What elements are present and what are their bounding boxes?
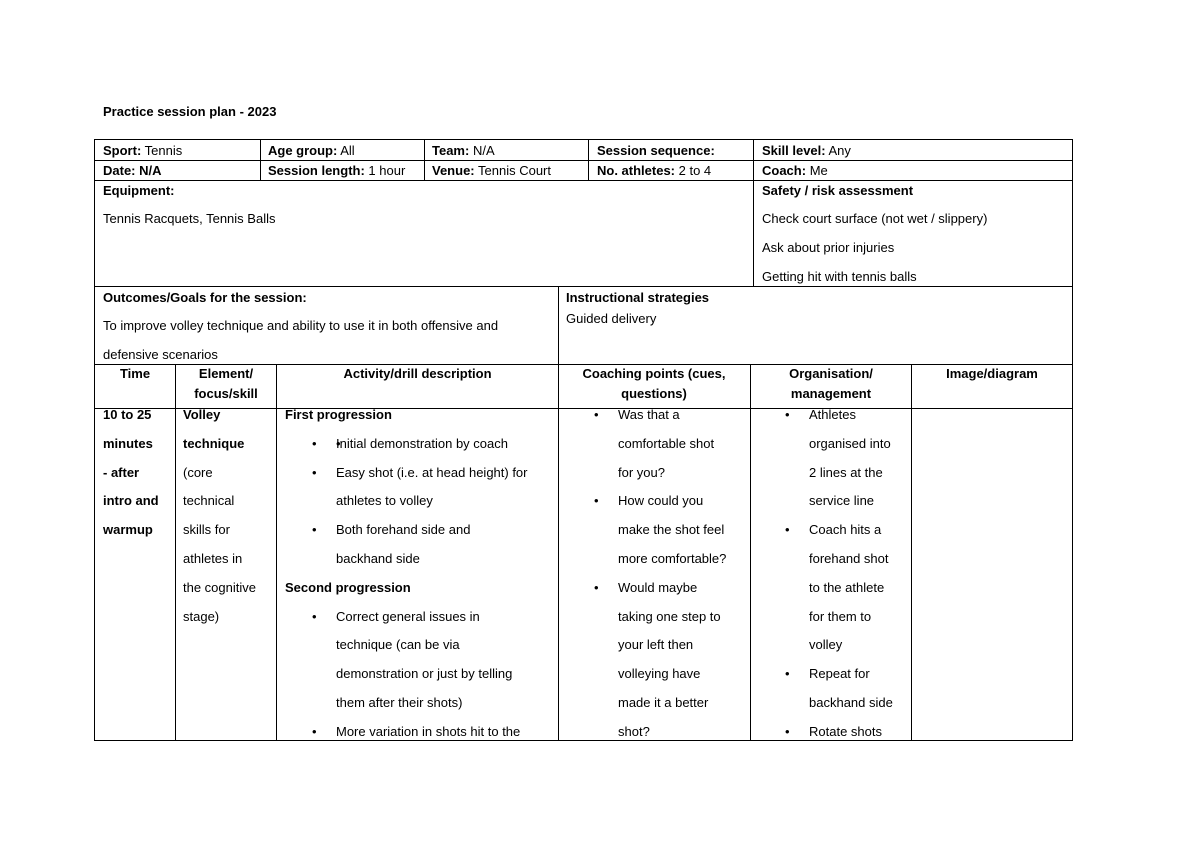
strategies-text: Guided delivery (566, 311, 657, 326)
col-divider (588, 140, 589, 180)
bullet-icon: • (785, 522, 790, 538)
athletes-cell (597, 161, 711, 180)
activity-line: technique (can be via (336, 637, 460, 653)
time-cell (103, 401, 159, 545)
activity-line: them after their shots) (336, 694, 463, 710)
coaching-text: Was that a (618, 407, 680, 422)
coaching-line: your left then (618, 637, 694, 653)
organisation-text: Athletes (809, 407, 856, 422)
element-line: athletes in (183, 550, 243, 566)
bullet-icon: • (312, 464, 317, 480)
session-sequence-cell (597, 141, 715, 160)
activity-bullet (285, 516, 528, 545)
outcomes-label: Outcomes/Goals for the session: (103, 290, 307, 305)
safety-item: Ask about prior injuries (762, 240, 895, 255)
col-divider (750, 364, 751, 740)
organisation-text: Rotate shots (809, 723, 882, 739)
session-length-label: Session length: (268, 163, 365, 178)
bullet-icon: • • (312, 435, 317, 451)
team-label: Team: (432, 143, 470, 158)
bullet-icon: • (785, 407, 790, 422)
bullet-icon: • (785, 723, 790, 739)
athletes-value: 2 to 4 (678, 163, 712, 178)
coaching-line: comfortable shot (618, 435, 715, 451)
age-group-label: Age group: (268, 143, 338, 158)
outcomes-line: defensive scenarios (103, 347, 218, 362)
coaching-line: made it a better (618, 694, 709, 710)
date-cell (103, 161, 162, 180)
date-label: Date: (103, 163, 136, 178)
session-length-value: 1 hour (368, 163, 406, 178)
organisation-line: backhand side (809, 694, 893, 710)
organisation-text: Coach hits a (809, 522, 882, 538)
activity-text: Initial demonstration by coach (336, 435, 508, 451)
bullet-icon: • (785, 666, 790, 682)
bullet-icon: • (594, 493, 599, 509)
bullet-icon: • (594, 407, 599, 422)
organisation-cell (785, 401, 893, 747)
col-divider (753, 140, 754, 286)
coaching-line: taking one step to (618, 608, 721, 624)
element-line: technique (183, 435, 245, 451)
time-line: - after (103, 464, 140, 480)
session-plan-table (94, 139, 1073, 741)
col-divider (558, 286, 559, 364)
col-divider (175, 364, 176, 740)
team-value: N/A (472, 143, 495, 158)
organisation-line: organised into (809, 435, 891, 451)
activity-bullet (285, 603, 528, 632)
element-line: stage) (183, 608, 220, 624)
organisation-bullet (785, 718, 893, 747)
element-line: Volley (183, 407, 221, 422)
coach-label: Coach: (762, 163, 807, 178)
image-diagram-cell (912, 409, 1072, 740)
bullet-icon: • (312, 608, 317, 624)
element-line: skills for (183, 522, 230, 538)
header-coaching: Coaching points (cues, questions) (582, 366, 726, 401)
safety-item: Getting hit with tennis balls (762, 269, 917, 284)
activity-line: demonstration or just by telling (336, 666, 513, 682)
bullet-icon: • (312, 522, 317, 538)
activity-text: Both forehand side and (336, 522, 471, 538)
coaching-text: Would maybe (618, 579, 698, 595)
safety-item: Check court surface (not wet / slippery) (762, 211, 988, 226)
coaching-bullet (594, 574, 726, 603)
age-group-cell (268, 141, 355, 160)
session-sequence-label: Session sequence: (597, 143, 715, 158)
organisation-line: for them to (809, 608, 872, 624)
organisation-line: 2 lines at the (809, 464, 883, 480)
first-progression-heading: First progression (285, 407, 392, 422)
skill-level-label: Skill level: (762, 143, 826, 158)
row-divider (95, 286, 1072, 287)
coaching-cell (594, 401, 726, 747)
row-divider (95, 160, 1072, 161)
organisation-bullet (785, 660, 893, 689)
organisation-bullet (785, 401, 893, 430)
activity-text: Correct general issues in (336, 608, 480, 624)
safety-label: Safety / risk assessment (762, 183, 914, 198)
sport-cell (103, 141, 182, 160)
row-divider (95, 180, 1072, 181)
venue-cell (432, 161, 551, 180)
activity-text: Easy shot (i.e. at head height) for (336, 464, 528, 480)
activity-line: backhand side (336, 550, 420, 566)
header-image: Image/diagram (946, 366, 1038, 381)
header-time: Time (119, 366, 151, 381)
element-cell (183, 401, 256, 631)
skill-level-cell (762, 141, 851, 160)
coach-cell (762, 161, 828, 180)
col-divider (260, 140, 261, 180)
time-line: warmup (103, 522, 153, 538)
time-line: intro and (103, 493, 159, 509)
second-progression-heading: Second progression (285, 579, 411, 595)
team-cell (432, 141, 495, 160)
element-line: technical (183, 493, 235, 509)
activity-cell (285, 401, 528, 747)
header-activity: Activity/drill description (343, 366, 492, 381)
organisation-line: service line (809, 493, 875, 509)
bullet-icon: • (312, 723, 317, 739)
col-divider (558, 364, 559, 740)
activity-bullet (285, 459, 528, 488)
venue-value: Tennis Court (478, 163, 551, 178)
header-element: Element/ focus/skill (194, 366, 258, 401)
page-title: Practice session plan - 2023 (103, 104, 277, 119)
organisation-bullet (785, 516, 893, 545)
sport-value: Tennis (144, 143, 183, 158)
header-organisation: Organisation/ management (789, 366, 873, 401)
equipment-text: Tennis Racquets, Tennis Balls (103, 211, 276, 226)
coaching-line: for you? (618, 464, 665, 480)
activity-line: athletes to volley (336, 493, 433, 509)
coaching-bullet (594, 487, 726, 516)
athletes-label: No. athletes: (597, 163, 676, 178)
equipment-label: Equipment: (103, 183, 175, 198)
coaching-bullet (594, 401, 726, 430)
strategies-label: Instructional strategies (566, 290, 710, 305)
time-line: minutes (103, 435, 153, 451)
activity-bullet (285, 430, 528, 459)
element-line: the cognitive (183, 579, 256, 595)
time-line: 10 to 25 (103, 407, 152, 422)
organisation-line: forehand shot (809, 550, 889, 566)
col-divider (276, 364, 277, 740)
session-length-cell (268, 161, 405, 180)
coaching-line: shot? (618, 723, 650, 739)
skill-level-value: Any (828, 143, 851, 158)
venue-label: Venue: (432, 163, 475, 178)
coaching-text: How could you (618, 493, 704, 509)
coaching-line: more comfortable? (618, 550, 727, 566)
col-divider (424, 140, 425, 180)
organisation-text: Repeat for (809, 666, 870, 682)
coach-value: Me (809, 163, 828, 178)
organisation-line: volley (809, 637, 843, 653)
coaching-line: make the shot feel (618, 522, 725, 538)
activity-text: More variation in shots hit to the (336, 723, 521, 739)
bullet-icon: • (594, 579, 599, 595)
outcomes-line: To improve volley technique and ability to use it in both offensive and (103, 318, 499, 333)
sport-label: Sport: (103, 143, 142, 158)
date-value: N/A (139, 163, 162, 178)
age-group-value: All (340, 143, 355, 158)
activity-bullet (285, 718, 528, 747)
element-line: (core (183, 464, 213, 480)
coaching-line: volleying have (618, 666, 701, 682)
organisation-line: to the athlete (809, 579, 885, 595)
